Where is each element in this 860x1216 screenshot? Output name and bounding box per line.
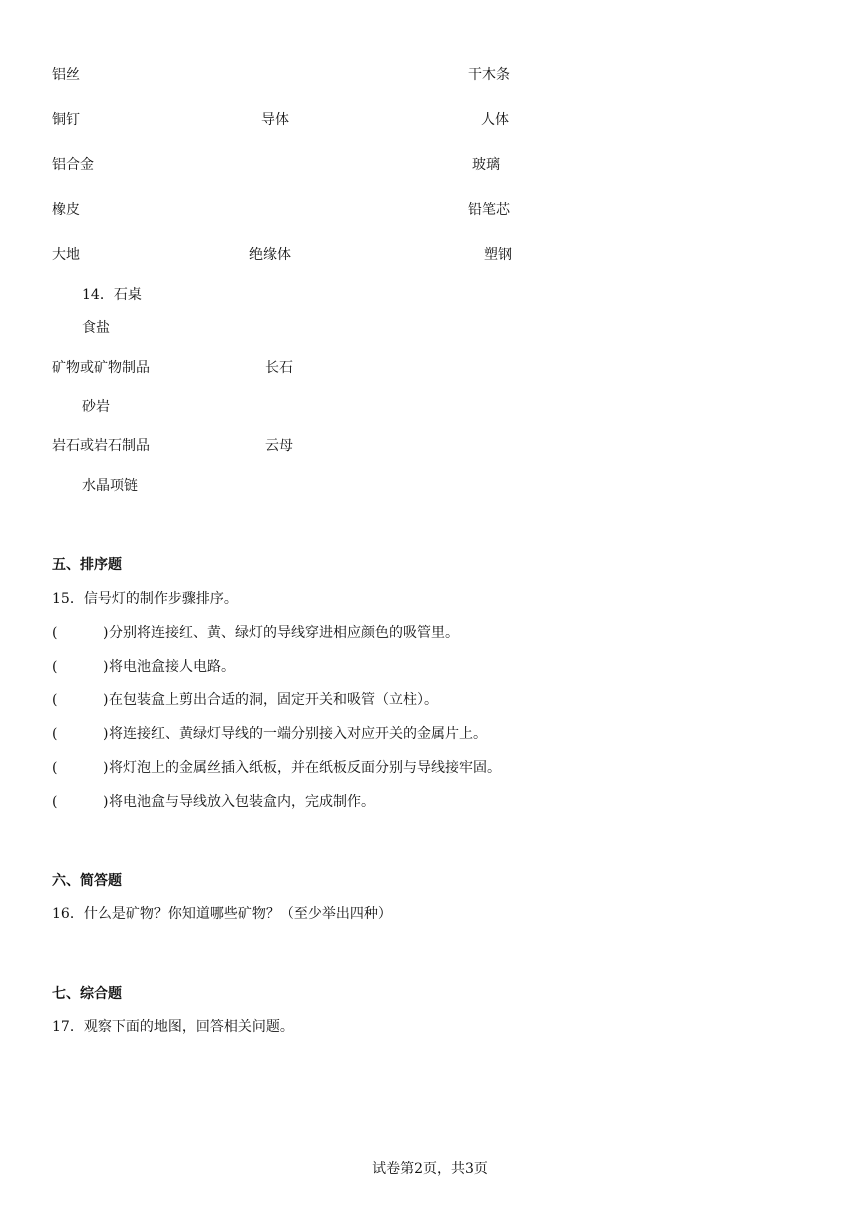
page-footer: 试卷第2页，共3页 — [372, 1161, 488, 1177]
sort-step-text: 将灯泡上的金属丝插入纸板，并在纸板反面分别与导线接牢固。 — [109, 760, 501, 776]
q14-item: 食盐 — [82, 320, 110, 336]
q14-category: 岩石或岩石制品 — [52, 438, 150, 454]
q13-right-item: 人体 — [481, 112, 509, 128]
q13-right-item: 塑钢 — [484, 247, 512, 263]
question-text: 17．观察下面的地图，回答相关问题。 — [52, 1019, 294, 1035]
q13-left-item: 橡皮 — [52, 202, 80, 218]
section-heading: 五、排序题 — [52, 557, 122, 573]
q13-left-item: 铜钉 — [52, 112, 80, 128]
answer-bracket-close: ) — [103, 659, 109, 675]
q13-right-item: 铅笔芯 — [468, 202, 510, 218]
answer-bracket-open: ( — [52, 794, 58, 810]
answer-bracket-close: ) — [103, 760, 109, 776]
q14-item: 砂岩 — [82, 399, 110, 415]
q14-mineral: 长石 — [265, 360, 293, 376]
q13-left-item: 铝丝 — [52, 67, 80, 83]
q13-right-item: 干木条 — [468, 67, 510, 83]
sort-step-text: 将电池盒与导线放入包装盒内，完成制作。 — [109, 794, 375, 810]
answer-bracket-open: ( — [52, 692, 58, 708]
q14-mineral: 云母 — [265, 438, 293, 454]
answer-bracket-close: ) — [103, 625, 109, 641]
answer-bracket-close: ) — [103, 726, 109, 742]
q14-title: 14．石桌 — [82, 287, 142, 303]
answer-bracket-open: ( — [52, 625, 58, 641]
section-heading: 七、综合题 — [52, 986, 122, 1002]
sort-step-text: 将连接红、黄绿灯导线的一端分别接入对应开关的金属片上。 — [109, 726, 487, 742]
q13-left-item: 大地 — [52, 247, 80, 263]
q13-left-item: 铝合金 — [52, 157, 94, 173]
q13-category-conductor: 导体 — [261, 112, 289, 128]
sort-step-text: 将电池盒接人电路。 — [109, 659, 235, 675]
answer-bracket-open: ( — [52, 659, 58, 675]
answer-bracket-open: ( — [52, 760, 58, 776]
q13-category-insulator: 绝缘体 — [249, 247, 291, 263]
q14-item: 水晶项链 — [82, 478, 138, 494]
q14-category: 矿物或矿物制品 — [52, 360, 150, 376]
answer-bracket-close: ) — [103, 794, 109, 810]
question-text: 15．信号灯的制作步骤排序。 — [52, 591, 238, 607]
answer-bracket-close: ) — [103, 692, 109, 708]
q13-right-item: 玻璃 — [472, 157, 500, 173]
question-text: 16．什么是矿物？你知道哪些矿物？（至少举出四种） — [52, 906, 392, 922]
section-heading: 六、简答题 — [52, 873, 122, 889]
sort-step-text: 在包装盒上剪出合适的洞，固定开关和吸管（立柱）。 — [109, 692, 438, 708]
sort-step-text: 分别将连接红、黄、绿灯的导线穿进相应颜色的吸管里。 — [109, 625, 459, 641]
answer-bracket-open: ( — [52, 726, 58, 742]
